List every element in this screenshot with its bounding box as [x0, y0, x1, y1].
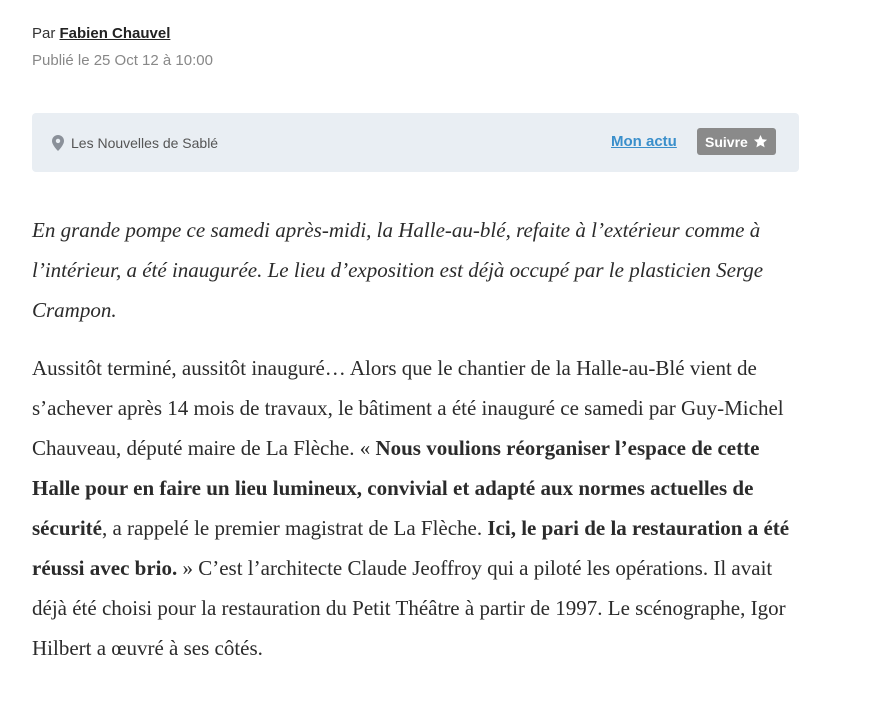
source-box — [32, 113, 799, 172]
star-icon — [753, 134, 768, 149]
source-name: Les Nouvelles de Sablé — [71, 134, 219, 151]
article-lead: En grande pompe ce samedi après-midi, la Halle-au-blé, refaite à l’extérieur comme à l’intérieur, a été inaugurée. Le lieu d’exposition est déjà occupé par le plasticien Serge Crampon. — [32, 218, 764, 322]
paragraph-text-2: , a rappelé le premier magistrat de La Flèche. — [101, 516, 488, 540]
byline — [32, 25, 170, 42]
mon-actu-link[interactable]: Mon actu — [611, 133, 677, 150]
follow-label: Suivre — [705, 133, 748, 150]
source-info — [52, 113, 218, 172]
byline-prefix: Par — [32, 25, 60, 42]
publish-date: Publié le 25 Oct 12 à 10:00 — [32, 52, 213, 69]
follow-button[interactable] — [697, 128, 776, 155]
paragraph-quote-2: Ici, le pari de la restauration a été réussi avec brio. — [32, 516, 790, 580]
paragraph-text-3: » C’est l’architecte Claude Jeoffroy qui a piloté les opérations. Il avait déjà été choisi pour la restauration du Petit Théâtre à partir de 1997. Le scénographe, Igor Hilbert a œuvré à ses côtés. — [32, 556, 786, 660]
paragraph-text-1: Aussitôt terminé, aussitôt inauguré… Alors que le chantier de la Halle-au-Blé vient de s’achever après 14 mois de travaux, le bâtiment a été inauguré ce samedi par Guy-Michel Chauveau, député maire de La Flèche. « — [32, 356, 784, 460]
article-paragraph — [32, 348, 802, 668]
location-pin-icon — [52, 135, 64, 151]
author-link[interactable]: Fabien Chauvel — [59, 25, 171, 42]
paragraph-quote-1: Nous voulions réorganiser l’espace de cette Halle pour en faire un lieu lumineux, convivial et adapté aux normes actuelles de sécurité — [32, 436, 760, 540]
